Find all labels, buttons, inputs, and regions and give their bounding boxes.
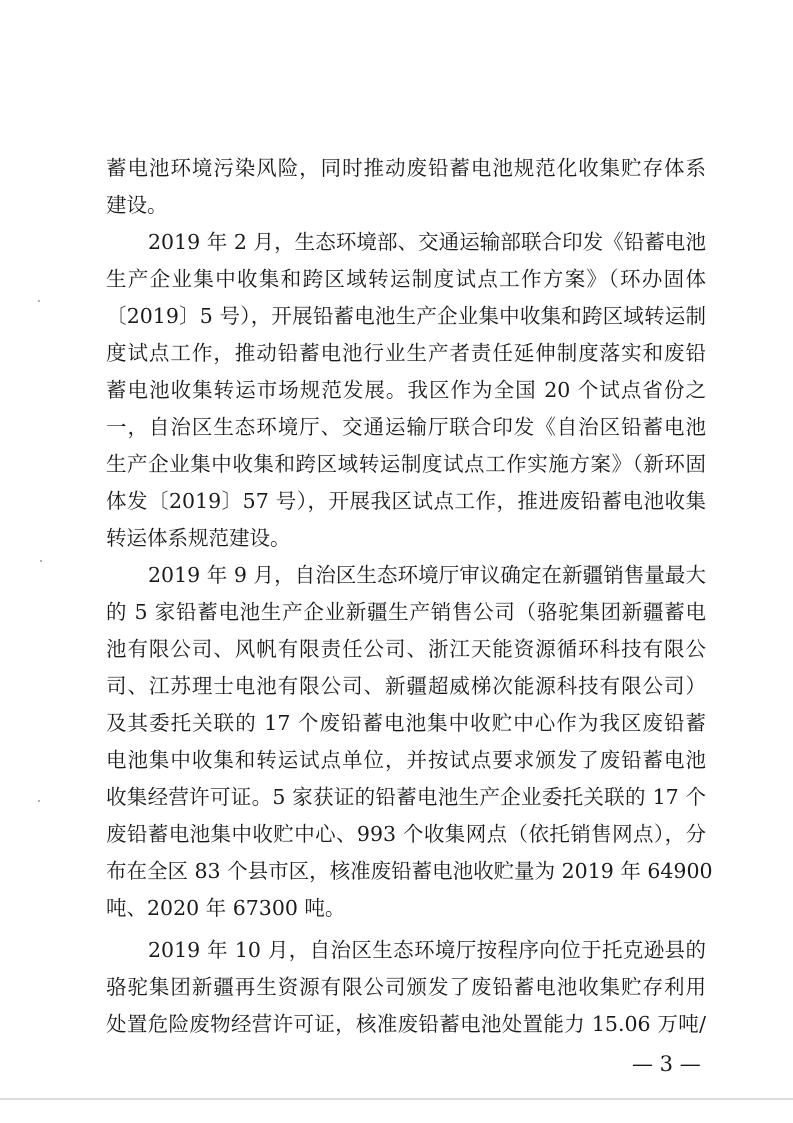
text-line: 收集经营许可证。5 家获证的铅蓄电池生产企业委托关联的 17 个 <box>106 785 706 809</box>
scan-speck <box>38 800 40 802</box>
text-line: 转运体系规范建设。 <box>106 526 291 550</box>
text-line: 2019 年 2 月，生态环境部、交通运输部联合印发《铅蓄电池 <box>148 230 706 254</box>
page-number: — 3 — <box>632 1052 701 1076</box>
text-line: 蓄电池收集转运市场规范发展。我区作为全国 20 个试点省份之 <box>106 378 706 402</box>
text-line: 布在全区 83 个县市区，核准废铅蓄电池收贮量为 2019 年 64900 <box>106 859 713 883</box>
text-line: 处置危险废物经营许可证，核准废铅蓄电池处置能力 15.06 万吨/ <box>106 1012 706 1036</box>
page-edge-shadow <box>0 1098 793 1100</box>
text-line: 〔2019〕5 号），开展铅蓄电池生产企业集中收集和跨区域转运制 <box>106 304 706 328</box>
text-line: 骆驼集团新疆再生资源有限公司颁发了废铅蓄电池收集贮存利用 <box>106 975 706 999</box>
text-line: 生产企业集中收集和跨区域转运制度试点工作实施方案》（新环固 <box>106 452 706 476</box>
text-line: 生产企业集中收集和跨区域转运制度试点工作方案》（环办固体 <box>106 267 706 291</box>
text-line: 建设。 <box>106 193 168 217</box>
text-line: 2019 年 9 月，自治区生态环境厅审议确定在新疆销售量最大 <box>148 563 706 587</box>
scan-speck <box>38 300 40 302</box>
text-line: 废铅蓄电池集中收贮中心、993 个收集网点（依托销售网点），分 <box>106 822 706 846</box>
text-line: 蓄电池环境污染风险，同时推动废铅蓄电池规范化收集贮存体系 <box>106 156 706 180</box>
text-line: 司、江苏理士电池有限公司、新疆超威梯次能源科技有限公司） <box>106 674 706 698</box>
scan-speck <box>40 560 42 562</box>
text-line: 一，自治区生态环境厅、交通运输厅联合印发《自治区铅蓄电池 <box>106 415 706 439</box>
text-line: 的 5 家铅蓄电池生产企业新疆生产销售公司（骆驼集团新疆蓄电 <box>106 600 706 624</box>
text-line: 及其委托关联的 17 个废铅蓄电池集中收贮中心作为我区废铅蓄 <box>106 711 706 735</box>
text-line: 体发〔2019〕57 号），开展我区试点工作，推进废铅蓄电池收集 <box>106 489 706 513</box>
text-line: 2019 年 10 月，自治区生态环境厅按程序向位于托克逊县的 <box>148 938 706 962</box>
text-line: 度试点工作，推动铅蓄电池行业生产者责任延伸制度落实和废铅 <box>106 341 706 365</box>
text-line: 电池集中收集和转运试点单位，并按试点要求颁发了废铅蓄电池 <box>106 748 706 772</box>
text-line: 吨、2020 年 67300 吨。 <box>106 896 346 920</box>
text-line: 池有限公司、风帆有限责任公司、浙江天能资源循环科技有限公 <box>106 637 706 661</box>
